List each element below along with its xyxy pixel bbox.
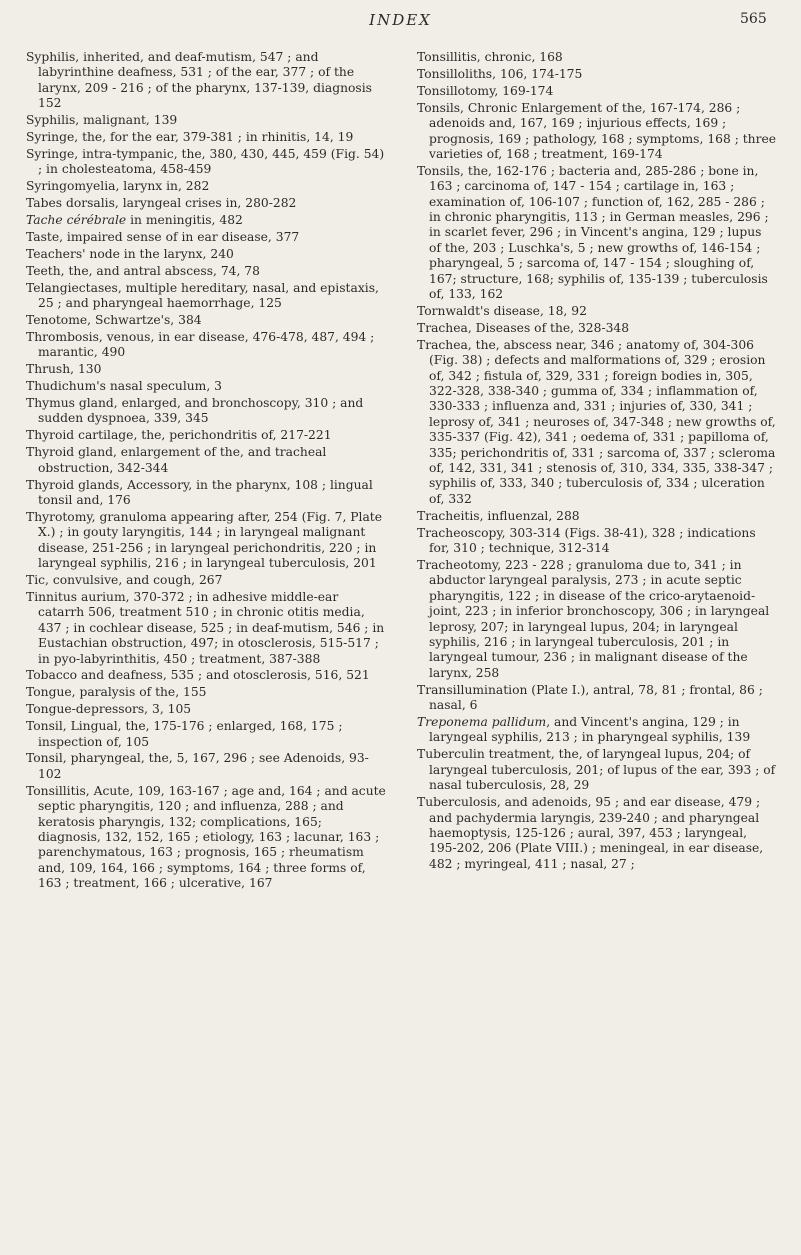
index-entry: Teachers' node in the larynx, 240: [26, 246, 234, 261]
index-entry: Tonsils, Chronic Enlargement of the, 167-174, 286 ; adenoids and, 167, 169 ; injurious effects, 169 ; prognosis, 169 ; pathology, 168 ; symptoms, 168 ; three varieties of, 168 ; treatment, 169-174: [417, 100, 777, 161]
index-entry: Tracheitis, influenzal, 288: [417, 508, 580, 523]
index-entry: Tobacco and deafness, 535 ; and otosclerosis, 516, 521: [26, 668, 370, 683]
index-entry: Thyroid glands, Accessory, in the pharynx, 108 ; lingual tonsil and, 176: [26, 477, 373, 507]
index-entry: Tonsilloliths, 106, 174-175: [417, 66, 583, 81]
index-entry: Tongue, paralysis of the, 155: [26, 685, 207, 700]
index-entry: Tinnitus aurium, 370-372 ; in adhesive middle-ear catarrh 506, treatment 510 ; in chronic otitis media, 437 ; in cochlear disease, 525 ; in deaf-mutism, 546 ; in Eustachian obstruction, 497; in otosclerosis, 515-517 ; in pyo-labyrinthitis, 450 ; treatment, 387-388: [26, 589, 385, 666]
index-entry: Thyroid gland, enlargement of the, and tracheal obstruction, 342-344: [26, 445, 327, 475]
index-entry: Taste, impaired sense of in ear disease, 377: [26, 229, 300, 244]
right-index-column: [417, 50, 777, 874]
index-entry: Tabes dorsalis, laryngeal crises in, 280-282: [26, 196, 297, 211]
index-entry: Tornwaldt's disease, 18, 92: [417, 304, 587, 318]
index-entry: Thymus gland, enlarged, and bronchoscopy, 310 ; and sudden dyspnoea, 339, 345: [26, 396, 364, 426]
index-entry: Tic, convulsive, and cough, 267: [26, 573, 223, 587]
index-entry: Treponema pallidum, and Vincent's angina, 129 ; in laryngeal syphilis, 213 ; in pharyngeal syphilis, 139: [417, 715, 751, 745]
index-entry: Trachea, the, abscess near, 346 ; anatomy of, 304-306 (Fig. 38) ; defects and malformations of, 329 ; erosion of, 342 ; fistula of, 329, 331 ; foreign bodies in, 305, 322-328, 338-340 ; gumma of, 334 ; inflammation of, 330-333 ; influenza and, 331 ; injuries of, 330, 341 ; leprosy of, 341 ; neuroses of, 347-348 ; new growths of, 335-337 (Fig. 42), 341 ; oedema of, 331 ; papilloma of, 335; perichondritis of, 331 ; sarcoma of, 337 ; scleroma of, 142, 331, 341 ; stenosis of, 310, 334, 335, 338-347 ; syphilis of, 333, 340 ; tuberculosis of, 334 ; ulceration of, 332: [417, 337, 776, 506]
index-entry: Teeth, the, and antral abscess, 74, 78: [26, 263, 260, 278]
index-entry: Syringomyelia, larynx in, 282: [26, 179, 210, 194]
index-entry: Tracheotomy, 223 - 228 ; granuloma due to, 341 ; in abductor laryngeal paralysis, 273 ; in acute septic pharyngitis, 122 ; in disease of the crico-arytaenoid-joint, 223 ; in inferior bronchoscopy, 306 ; in laryngeal leprosy, 207; in laryngeal lupus, 204; in laryngeal syphilis, 216 ; in laryngeal tuberculosis, 201 ; in laryngeal tumour, 236 ; in malignant disease of the larynx, 258: [417, 558, 770, 680]
index-entry: Tonsillitis, Acute, 109, 163-167 ; age and, 164 ; and acute septic pharyngitis, 120 ; and influenza, 288 ; and keratosis pharyngis, 132; complications, 165; diagnosis, 132, 152, 165 ; etiology, 163 ; lacunar, 163 ; parenchymatous, 163 ; prognosis, 165 ; rheumatism and, 109, 164, 166 ; symptoms, 164 ; three forms of, 163 ; treatment, 166 ; ulcerative, 167: [26, 783, 386, 891]
index-entry: Tonsils, the, 162-176 ; bacteria and, 285-286 ; bone in, 163 ; carcinoma of, 147 - 154 ; cartilage in, 163 ; examination of, 106-107 ; function of, 162, 285 - 286 ; in chronic pharyngitis, 113 ; in German measles, 296 ; in scarlet fever, 296 ; in Vincent's angina, 129 ; lupus of the, 203 ; Luschka's, 5 ; new growths of, 146-154 ; pharyngeal, 5 ; sarcoma of, 147 - 154 ; sloughing of, 167; structure, 168; syphilis of, 135-139 ; tuberculosis of, 133, 162: [417, 163, 769, 302]
index-entry: Telangiectases, multiple hereditary, nasal, and epistaxis, 25 ; and pharyngeal haemorrhage, 125: [26, 280, 379, 311]
index-entry: Tuberculin treatment, the, of laryngeal lupus, 204; of laryngeal tuberculosis, 201; of lupus of the ear, 393 ; of nasal tuberculosis, 28, 29: [417, 747, 776, 793]
index-entry: Syringe, the, for the ear, 379-381 ; in rhinitis, 14, 19: [26, 130, 354, 145]
index-entry: Syphilis, inherited, and deaf-mutism, 547 ; and labyrinthine deafness, 531 ; of the ear, 377 ; of the larynx, 209 - 216 ; of the pharynx, 137-139, diagnosis 152: [26, 50, 372, 111]
index-entry: Thudichum's nasal speculum, 3: [26, 379, 222, 394]
running-title: INDEX: [369, 11, 432, 29]
index-entry: Tonsil, pharyngeal, the, 5, 167, 296 ; see Adenoids, 93-102: [26, 751, 369, 781]
left-index-column: [26, 50, 386, 893]
index-entry: Tonsillitis, chronic, 168: [417, 50, 563, 64]
index-entry: Tongue-depressors, 3, 105: [26, 702, 192, 717]
index-entry: Tracheoscopy, 303-314 (Figs. 38-41), 328 ; indications for, 310 ; technique, 312-314: [417, 525, 756, 556]
index-entry: Tenotome, Schwartze's, 384: [26, 313, 202, 327]
index-entry: Thrombosis, venous, in ear disease, 476-478, 487, 494 ; marantic, 490: [26, 329, 375, 360]
index-entry: Syphilis, malignant, 139: [26, 113, 178, 128]
index-entry: Tuberculosis, and adenoids, 95 ; and ear disease, 479 ; and pachydermia laryngis, 239-240 ; and pharyngeal haemoptysis, 125-126 ; aural, 397, 453 ; laryngeal, 195-202, 206 (Plate VIII.) ; meningeal, in ear disease, 482 ; myringeal, 411 ; nasal, 27 ;: [417, 795, 764, 871]
index-entry: Trachea, Diseases of the, 328-348: [417, 320, 630, 335]
index-entry: Thrush, 130: [26, 362, 102, 377]
page-number: 565: [740, 11, 767, 27]
index-entry: Syringe, intra-tympanic, the, 380, 430, 445, 459 (Fig. 54) ; in cholesteatoma, 458-459: [26, 146, 385, 177]
index-entry: Tache cérébrale in meningitis, 482: [26, 213, 243, 228]
index-entry: Transillumination (Plate I.), antral, 78, 81 ; frontal, 86 ; nasal, 6: [417, 682, 763, 713]
index-entry: Thyrotomy, granuloma appearing after, 254 (Fig. 7, Plate X.) ; in gouty laryngitis, 144 ; in laryngeal malignant disease, 251-256 ; in laryngeal perichondritis, 220 ; in laryngeal syphilis, 216 ; in laryngeal tuberculosis, 201: [26, 509, 383, 571]
index-entry: Thyroid cartilage, the, perichondritis of, 217-221: [26, 428, 332, 443]
index-entry: Tonsil, Lingual, the, 175-176 ; enlarged, 168, 175 ; inspection of, 105: [26, 719, 343, 749]
index-entry: Tonsillotomy, 169-174: [417, 83, 554, 98]
